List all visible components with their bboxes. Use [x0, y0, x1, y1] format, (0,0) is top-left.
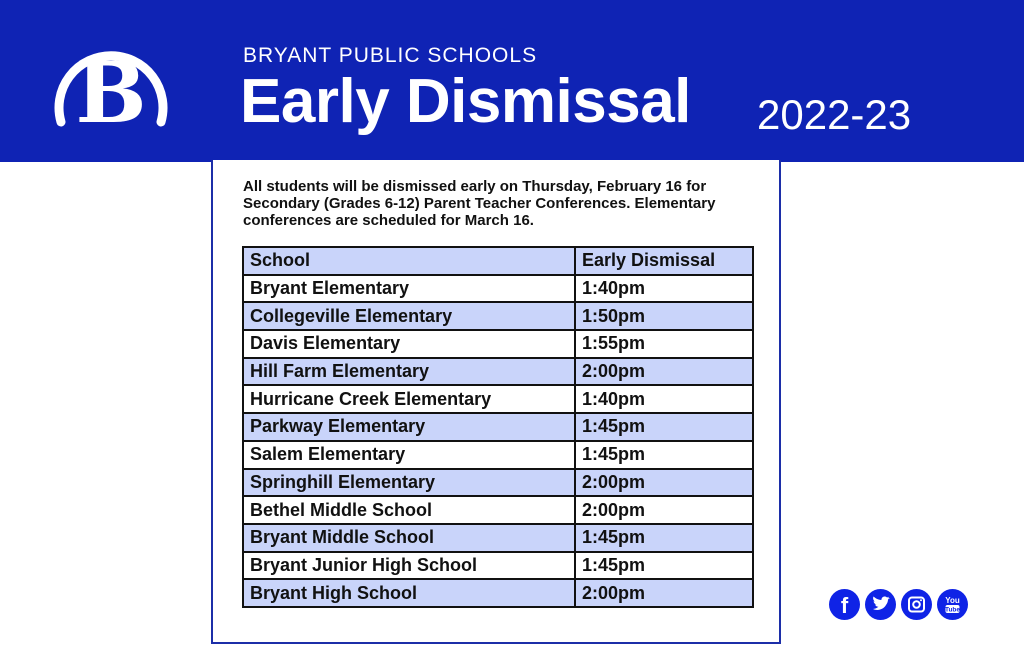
logo-letter: B [75, 43, 147, 138]
table-row [243, 275, 753, 303]
page-title: Early Dismissal [240, 67, 691, 136]
school-name: Parkway Elementary [243, 413, 575, 441]
dismissal-time: 1:55pm [575, 330, 753, 358]
header-banner [0, 0, 1024, 162]
table-row [243, 524, 753, 552]
org-name: BRYANT PUBLIC SCHOOLS [243, 44, 538, 67]
intro-text: All students will be dismissed early on Thursday, February 16 for Secondary (Grades 6-12) Parent Teacher Conferences. Elementary conferences are scheduled for March 16. [243, 178, 716, 229]
youtube-glyph-top: You [945, 596, 960, 605]
school-name: Bryant High School [243, 579, 575, 607]
table-header-row [243, 247, 753, 275]
table-row [243, 385, 753, 413]
table-row [243, 302, 753, 330]
header-school: School [243, 247, 575, 275]
school-name: Bryant Junior High School [243, 552, 575, 580]
table-row [243, 413, 753, 441]
dismissal-time: 1:45pm [575, 441, 753, 469]
school-name: Collegeville Elementary [243, 302, 575, 330]
table-row [243, 469, 753, 497]
dismissal-time: 2:00pm [575, 579, 753, 607]
school-name: Hurricane Creek Elementary [243, 385, 575, 413]
bryant-logo-icon [47, 30, 175, 138]
school-name: Davis Elementary [243, 330, 575, 358]
dismissal-time: 1:45pm [575, 524, 753, 552]
youtube-glyph-bottom: Tube [944, 606, 961, 614]
dismissal-time: 2:00pm [575, 496, 753, 524]
table-row [243, 441, 753, 469]
table-row [243, 552, 753, 580]
table-row [243, 330, 753, 358]
school-name: Bryant Middle School [243, 524, 575, 552]
instagram-icon[interactable] [901, 589, 932, 620]
school-year: 2022-23 [757, 91, 912, 138]
dismissal-time: 1:50pm [575, 302, 753, 330]
dismissal-time: 1:40pm [575, 385, 753, 413]
school-name: Hill Farm Elementary [243, 358, 575, 386]
dismissal-time: 1:45pm [575, 413, 753, 441]
facebook-glyph: f [840, 593, 849, 618]
dismissal-time: 2:00pm [575, 358, 753, 386]
dismissal-time: 1:40pm [575, 275, 753, 303]
dismissal-time: 2:00pm [575, 469, 753, 497]
school-name: Salem Elementary [243, 441, 575, 469]
dismissal-table [242, 246, 754, 608]
school-name: Bryant Elementary [243, 275, 575, 303]
table-row [243, 358, 753, 386]
school-name: Springhill Elementary [243, 469, 575, 497]
dismissal-time: 1:45pm [575, 552, 753, 580]
facebook-icon[interactable] [829, 589, 860, 620]
table-row [243, 496, 753, 524]
table-row [243, 579, 753, 607]
twitter-icon[interactable] [865, 589, 896, 620]
youtube-icon[interactable] [937, 589, 968, 620]
school-name: Bethel Middle School [243, 496, 575, 524]
header-early-dismissal: Early Dismissal [575, 247, 753, 275]
social-links [829, 589, 968, 620]
